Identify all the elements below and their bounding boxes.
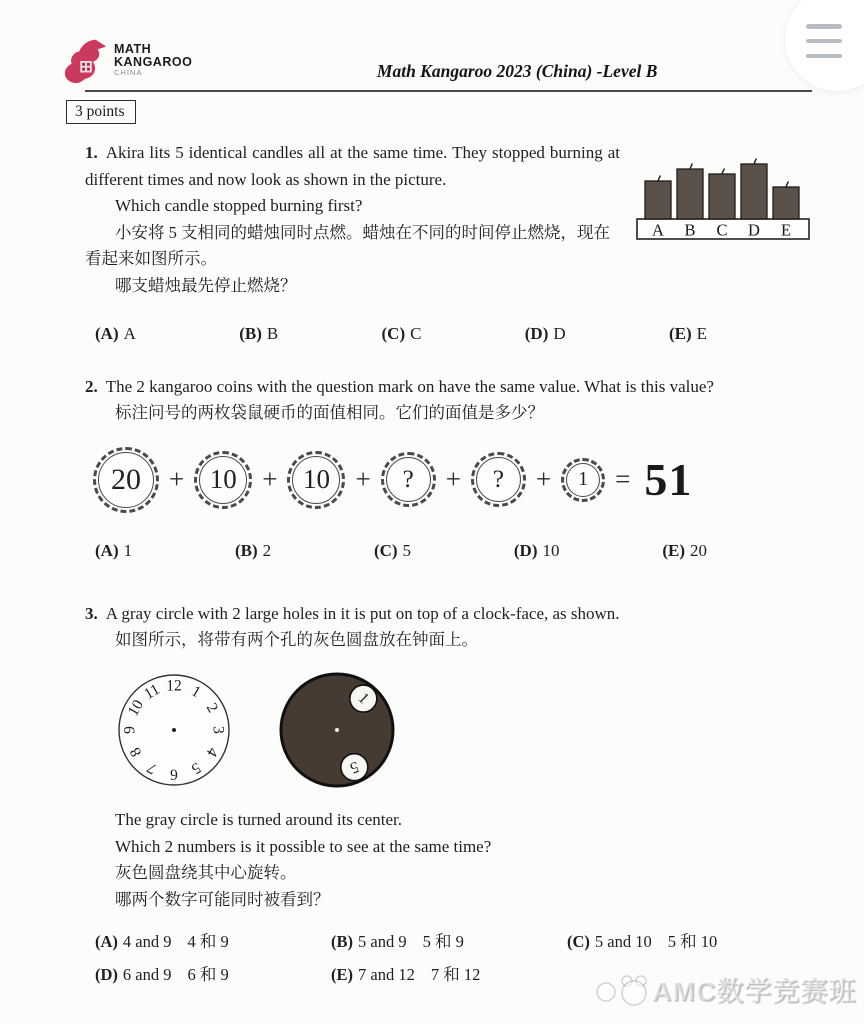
- option-value-en: 5 and 9: [358, 931, 407, 951]
- option-value-zh: 4 和 9: [187, 931, 229, 951]
- clock-figures: [113, 666, 812, 799]
- answer-option-5-and-9: [331, 928, 567, 952]
- logo-line1: MATH: [114, 42, 152, 57]
- option-key: (A): [95, 931, 118, 951]
- option-value-en: 6 and 9: [122, 964, 172, 984]
- option-value: C: [410, 323, 422, 343]
- clock-face-figure: [113, 666, 235, 799]
- logo-line3: CHINA: [114, 68, 143, 78]
- watermark-logo-icon: [594, 970, 650, 1008]
- option-value: B: [266, 323, 279, 343]
- option-key: (D): [95, 964, 118, 984]
- svg-text:5: 5: [188, 758, 204, 778]
- svg-text:9: 9: [121, 726, 139, 735]
- points-badge: [66, 100, 136, 124]
- answer-option-5: [374, 541, 411, 561]
- option-value-en: 4 and 9: [122, 931, 172, 951]
- hamburger-icon: [806, 39, 842, 44]
- plus-sign: +: [445, 464, 461, 495]
- plus-sign: +: [535, 464, 552, 495]
- option-value-zh: 6 和 9: [187, 964, 229, 984]
- svg-text:2: 2: [202, 700, 222, 716]
- answer-option-4-and-9: [95, 928, 331, 952]
- q2-number: 2.: [85, 376, 98, 396]
- svg-text:B: B: [684, 220, 696, 240]
- coin-20: [93, 447, 159, 513]
- logo-line2: KANGAROO: [114, 54, 193, 69]
- watermark: [594, 969, 857, 1008]
- option-value-zh: 7 和 12: [430, 964, 481, 984]
- q2-en1: The 2 kangaroo coins with the question mark on have the same value. What is this value?: [105, 376, 714, 396]
- q3-en2: The gray circle is turned around its center.: [115, 810, 402, 830]
- option-key: (E): [662, 540, 685, 560]
- option-key: (B): [331, 931, 353, 951]
- hamburger-icon: [806, 24, 842, 29]
- plus-sign: +: [355, 464, 371, 495]
- svg-text:7: 7: [144, 758, 160, 778]
- q3-zh2: 灰色圆盘绕其中心旋转。: [115, 863, 297, 883]
- coin-1: [561, 458, 605, 502]
- points-badge-label: 3 points: [75, 103, 125, 120]
- answer-option-A: [95, 324, 136, 344]
- plus-sign: +: [262, 464, 278, 495]
- option-value-zh: 5 和 9: [422, 931, 464, 951]
- hamburger-icon: [806, 54, 842, 59]
- option-key: (A): [95, 323, 119, 343]
- gray-disc-figure: [277, 666, 397, 799]
- option-key: (D): [524, 323, 549, 343]
- menu-button[interactable]: [806, 24, 846, 58]
- option-value: 5: [402, 540, 412, 560]
- svg-text:6: 6: [170, 765, 178, 783]
- q3-zh1: 如图所示，将带有两个孔的灰色圆盘放在钟面上。: [115, 630, 478, 650]
- q3-en1: A gray circle with 2 large holes in it is put on top of a clock-face, as shown.: [105, 603, 620, 623]
- answer-option-20: [662, 541, 707, 561]
- svg-text:8: 8: [126, 744, 146, 760]
- q2-text-en: [85, 374, 812, 401]
- q2-answers: [95, 541, 707, 561]
- equation-result: 51: [644, 454, 693, 506]
- option-value: A: [123, 323, 136, 343]
- q1-en2: Which candle stopped burning first?: [115, 196, 363, 216]
- option-key: (E): [668, 323, 692, 343]
- svg-text:4: 4: [202, 744, 222, 760]
- question-3: [85, 601, 812, 985]
- answer-option-D: [525, 324, 566, 344]
- answer-option-10: [514, 541, 560, 561]
- equals-sign: =: [615, 464, 631, 495]
- q1-zh2: 哪支蜡烛最先停止燃烧？: [115, 275, 297, 295]
- answer-option-6-and-9: [95, 961, 331, 985]
- option-value: D: [553, 323, 566, 343]
- option-value-en: 5 and 10: [594, 931, 652, 951]
- answer-option-2: [235, 541, 271, 561]
- question-2: [85, 374, 812, 561]
- coin-equation-figure: [93, 447, 812, 513]
- option-value: 1: [123, 540, 133, 560]
- option-key: (B): [234, 540, 258, 560]
- option-value: 20: [689, 540, 707, 560]
- svg-text:1: 1: [354, 689, 373, 708]
- q1-number: 1.: [85, 143, 98, 162]
- math-kangaroo-logo: [62, 34, 192, 86]
- logo-text: [114, 43, 192, 77]
- watermark-text: AMC数学竞赛班: [651, 976, 856, 1006]
- coin-value: ?: [386, 457, 431, 502]
- svg-text:3: 3: [209, 726, 227, 735]
- svg-text:A: A: [652, 220, 664, 240]
- answer-option-1: [95, 541, 132, 561]
- kangaroo-icon: [62, 34, 112, 86]
- coin-?: [381, 452, 436, 507]
- question-1: [85, 140, 812, 344]
- answer-option-E: [669, 324, 707, 344]
- option-value-zh: 5 和 10: [667, 931, 718, 951]
- plus-sign: +: [169, 464, 185, 495]
- option-key: (B): [239, 323, 262, 343]
- svg-text:11: 11: [141, 680, 163, 704]
- svg-text:12: 12: [166, 677, 182, 695]
- svg-text:5: 5: [347, 757, 361, 777]
- coin-10: [287, 451, 345, 509]
- page-title: Math Kangaroo 2023 (China) -Level B: [376, 61, 658, 81]
- coin-value: 10: [292, 456, 340, 504]
- option-value: 10: [542, 540, 560, 560]
- option-key: (E): [331, 964, 353, 984]
- answer-option-5-and-10: [567, 928, 812, 952]
- option-value: E: [696, 323, 707, 343]
- q3-en3: Which 2 numbers is it possible to see at the same time?: [115, 836, 492, 856]
- coin-value: ?: [476, 457, 521, 502]
- coin-?: [471, 452, 526, 507]
- q1-en1: Akira lits 5 identical candles all at the same time. They stopped burning at different times and now look as shown in the picture.: [85, 143, 620, 189]
- q1-zh1: 小安将 5 支相同的蜡烛同时点燃。蜡烛在不同的时间停止燃烧，现在看起来如图所示。: [85, 222, 610, 269]
- header-rule: [85, 90, 812, 92]
- svg-text:E: E: [780, 220, 792, 240]
- coin-value: 1: [566, 463, 600, 497]
- q1-answers: [95, 324, 707, 344]
- option-value: 2: [262, 540, 272, 560]
- page-header: [62, 34, 812, 86]
- svg-text:D: D: [748, 220, 760, 240]
- coin-value: 10: [199, 456, 247, 504]
- option-value-en: 7 and 12: [358, 964, 415, 984]
- q3-number: 3.: [85, 603, 98, 623]
- option-key: (D): [513, 540, 538, 560]
- option-key: (A): [95, 540, 119, 560]
- answer-option-B: [239, 324, 278, 344]
- answer-option-7-and-12: [331, 961, 567, 985]
- q3-text-en: [85, 601, 812, 628]
- option-key: (C): [381, 323, 406, 343]
- option-key: (C): [567, 931, 590, 951]
- option-key: (C): [373, 540, 398, 560]
- svg-text:C: C: [716, 220, 728, 240]
- q2-zh1: 标注问号的两枚袋鼠硬币的面值相同。它们的面值是多少？: [115, 403, 544, 423]
- candles-figure: [634, 146, 812, 247]
- q3-zh3: 哪两个数字可能同时被看到？: [115, 889, 330, 909]
- coin-10: [194, 451, 252, 509]
- svg-text:10: 10: [124, 697, 148, 720]
- answer-option-C: [382, 324, 422, 344]
- coin-value: 20: [98, 452, 154, 508]
- svg-text:1: 1: [188, 682, 204, 702]
